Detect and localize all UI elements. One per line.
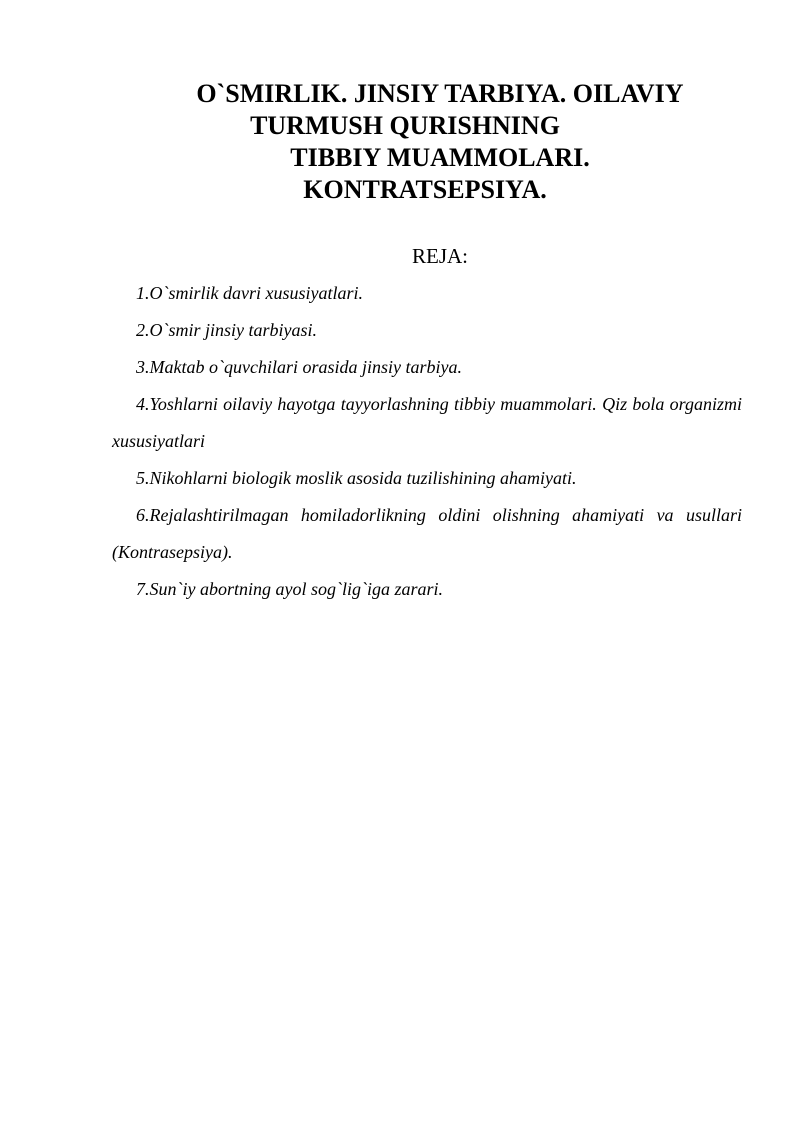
plan-item: 1.O`smirlik davri xususiyatlari. (136, 283, 363, 303)
plan-item: 2.O`smir jinsiy tarbiyasi. (136, 320, 318, 340)
plan-list (112, 275, 742, 608)
title-line: O`SMIRLIK. JINSIY TARBIYA. OILAVIY (196, 79, 684, 108)
plan-item: 5.Nikohlarni biologik moslik asosida tuzilishining ahamiyati. (136, 468, 577, 488)
title-line: KONTRATSEPSIYA. (303, 175, 547, 204)
document-title (120, 78, 760, 206)
plan-item: 6.Rejalashtirilmagan homiladorlikning oldini olishning ahamiyati va usullari (Kontrasepsiya). (112, 505, 742, 562)
plan-item: 4.Yoshlarni oilaviy hayotga tayyorlashning tibbiy muammolari. Qiz bola organizmi xususiyatlari (112, 394, 742, 451)
plan-heading: REJA: (411, 244, 468, 268)
plan-item: 3.Maktab o`quvchilari orasida jinsiy tarbiya. (136, 357, 462, 377)
title-line: TIBBIY MUAMMOLARI. (290, 143, 590, 172)
plan-item: 7.Sun`iy abortning ayol sog`lig`iga zarari. (136, 579, 443, 599)
title-line: TURMUSH QURISHNING (250, 111, 560, 140)
